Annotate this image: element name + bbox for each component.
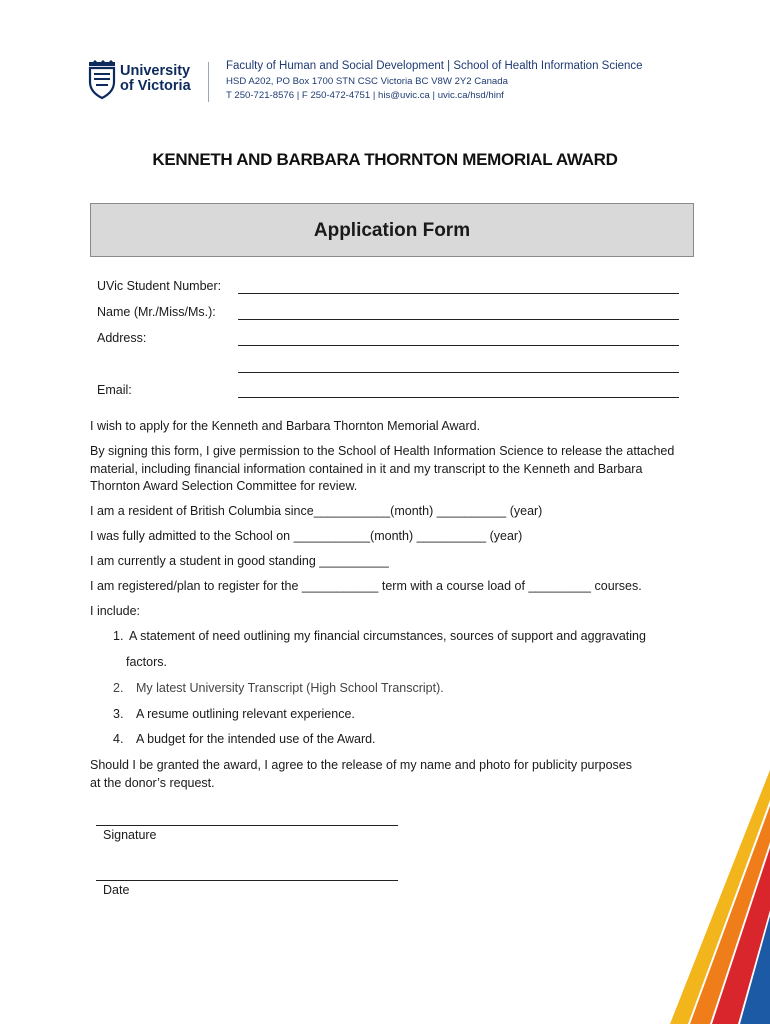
address-field-line-2[interactable] <box>238 372 679 373</box>
date-field[interactable] <box>96 880 398 881</box>
list-item-number: 2. <box>113 681 124 695</box>
award-title: KENNETH AND BARBARA THORNTON MEMORIAL AWARD <box>152 150 618 169</box>
publicity-statement: Should I be granted the award, I agree to the release of my name and photo for publicity purposes at the donor’s request. <box>90 758 633 790</box>
include-heading: I include: <box>90 604 141 618</box>
list-item: A budget for the intended use of the Award. <box>136 732 376 746</box>
list-item: A resume outlining relevant experience. <box>136 707 355 721</box>
standing-statement: I am currently a student in good standing __________ <box>90 554 389 568</box>
permission-statement: By signing this form, I give permission to the School of Health Information Science to release the attached material, including financial information contained in it and my transcript to the Kenneth and Barbara Thornton Award Selection Committee for review. <box>90 444 675 493</box>
decorative-stripes <box>640 760 770 1024</box>
list-item: A statement of need outlining my financial circumstances, sources of support and aggravating <box>129 629 646 643</box>
signature-label: Signature <box>103 828 157 842</box>
form-title-box <box>90 203 694 257</box>
resident-statement: I am a resident of British Columbia since___________(month) __________ (year) <box>90 504 543 518</box>
name-label: Name (Mr./Miss/Ms.): <box>97 305 216 319</box>
address-label: Address: <box>97 331 147 345</box>
header-contact: T 250-721-8576 | F 250-472-4751 | his@uvic.ca | uvic.ca/hsd/hinf <box>226 90 504 101</box>
list-item-continuation: factors. <box>126 655 167 669</box>
list-item: My latest University Transcript (High School Transcript). <box>136 681 444 695</box>
date-label: Date <box>103 883 130 897</box>
registered-statement: I am registered/plan to register for the ___________ term with a course load of _________ courses. <box>90 579 642 593</box>
logo-line-2: of Victoria <box>120 78 191 94</box>
header-faculty: Faculty of Human and Social Development | School of Health Information Science <box>226 60 643 72</box>
apply-statement: I wish to apply for the Kenneth and Barbara Thornton Memorial Award. <box>90 419 481 433</box>
list-item-number: 1. <box>113 629 124 643</box>
email-label: Email: <box>97 383 132 397</box>
student-number-field[interactable] <box>238 293 679 294</box>
header-divider <box>208 62 209 102</box>
university-logo <box>88 60 200 102</box>
header-address: HSD A202, PO Box 1700 STN CSC Victoria BC V8W 2Y2 Canada <box>226 76 508 87</box>
crest-icon <box>88 60 118 100</box>
name-field[interactable] <box>238 319 679 320</box>
student-number-label: UVic Student Number: <box>97 279 222 293</box>
admitted-statement: I was fully admitted to the School on ___________(month) __________ (year) <box>90 529 523 543</box>
email-field[interactable] <box>238 397 679 398</box>
list-item-number: 4. <box>113 732 124 746</box>
list-item-number: 3. <box>113 707 124 721</box>
logo-line-1: University <box>120 63 191 79</box>
form-title: Application Form <box>313 220 471 241</box>
signature-field[interactable] <box>96 825 398 826</box>
address-field-line-1[interactable] <box>238 345 679 346</box>
